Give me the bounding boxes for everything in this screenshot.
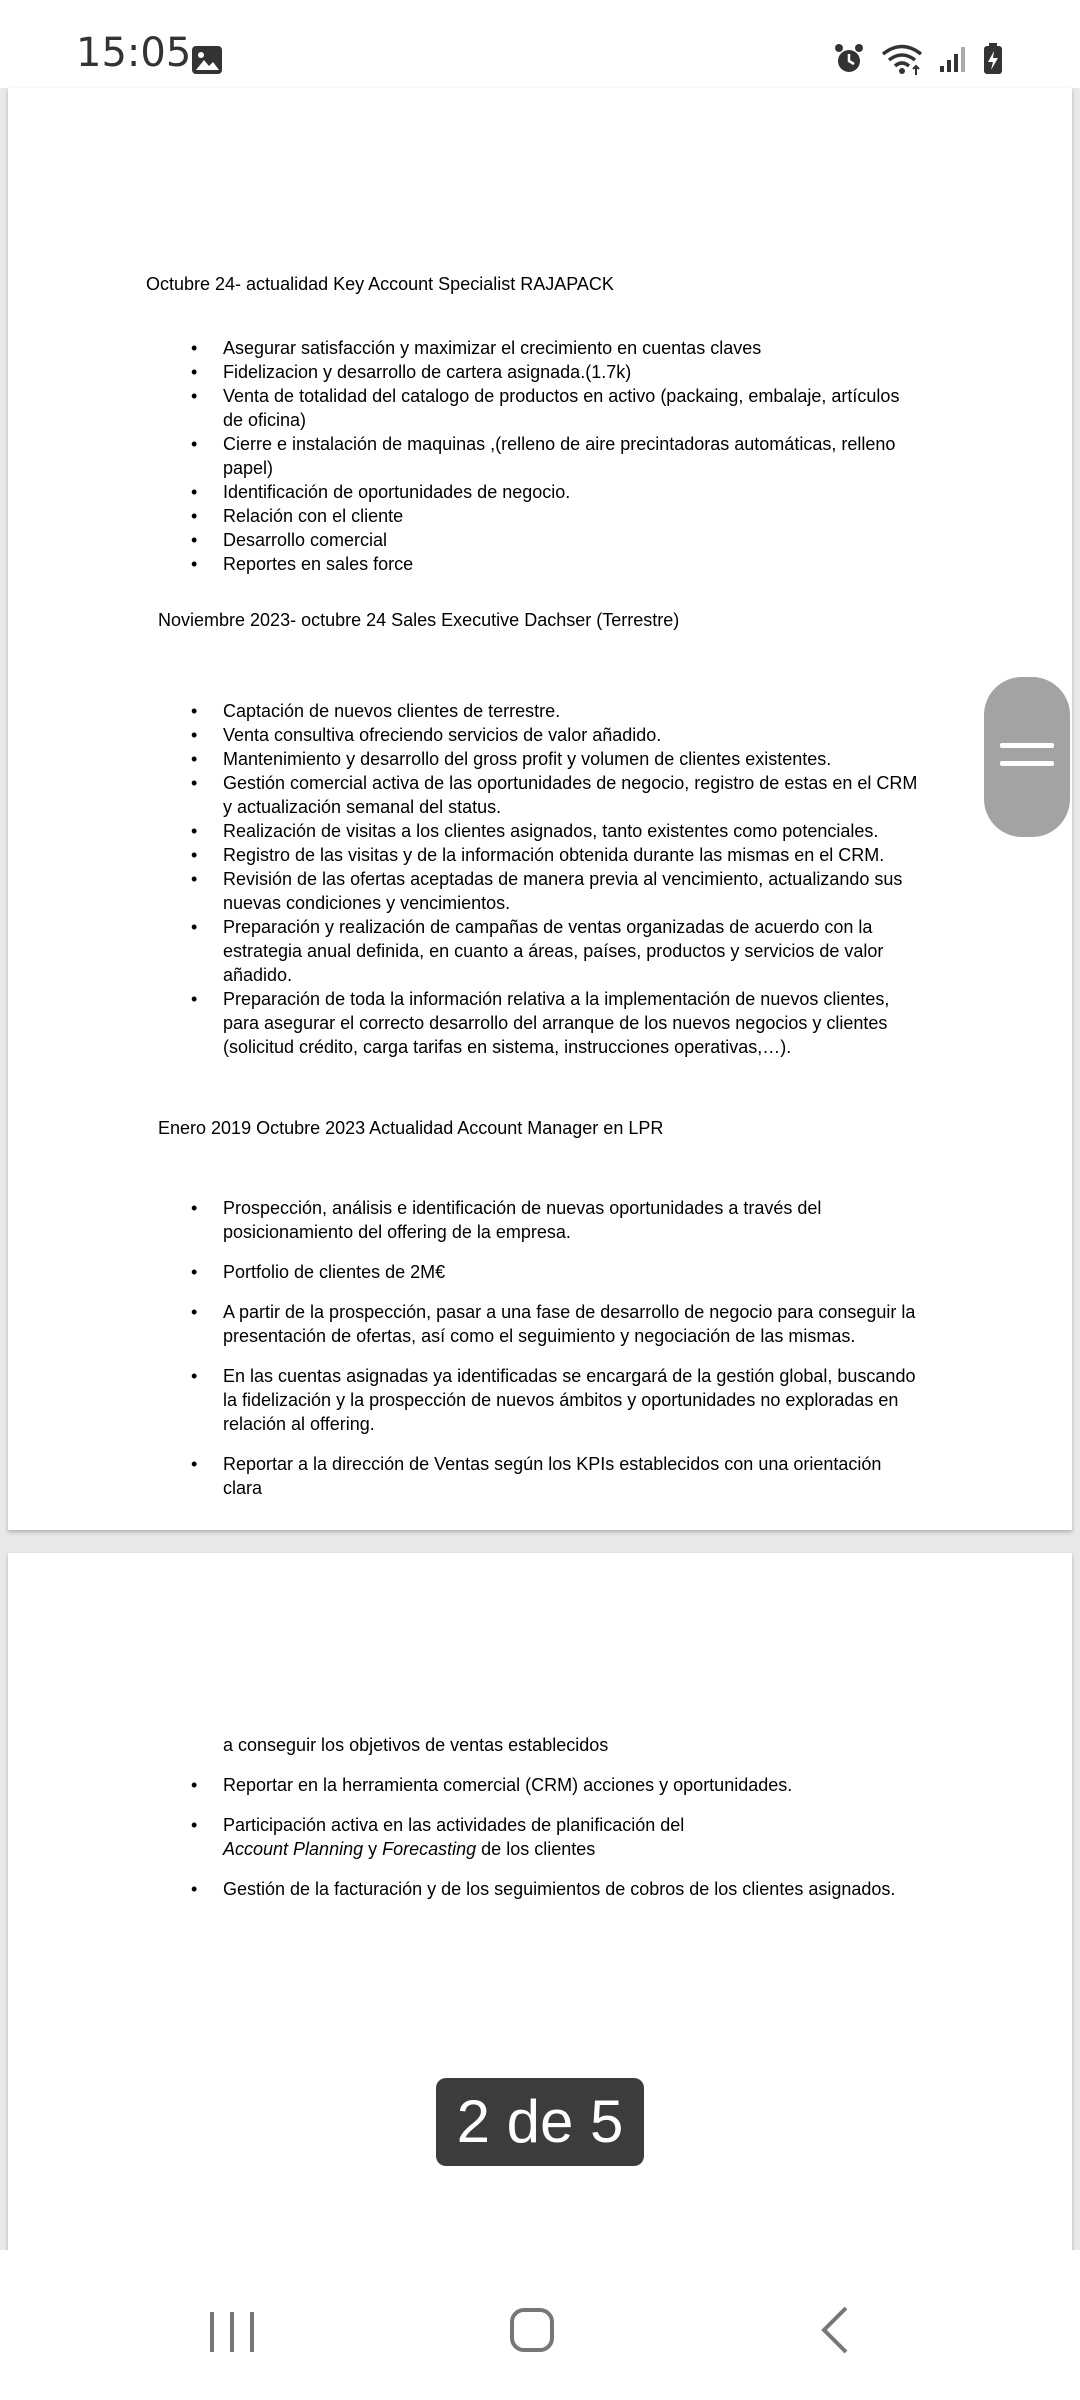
list-item: • Cierre e instalación de maquinas ,(relleno de aire precintadoras automáticas, relleno papel) <box>8 432 923 480</box>
list-item: • Captación de nuevos clientes de terrestre. <box>8 699 923 723</box>
list-item: • Preparación y realización de campañas de ventas organizadas de acuerdo con la estrategia anual definida, en cuanto a áreas, países, productos y servicios de valor añadido. <box>8 915 923 987</box>
job-heading-lpr: Enero 2019 Octubre 2023 Actualidad Account Manager en LPR <box>158 1118 664 1138</box>
list-item: • Revisión de las ofertas aceptadas de manera previa al vencimiento, actualizando sus nuevas condiciones y vencimientos. <box>8 867 923 915</box>
status-icons <box>832 42 1004 76</box>
bullet-text: Participación activa en las actividades de planificación del <box>223 1815 685 1835</box>
gallery-icon <box>190 44 224 76</box>
job-heading-rajapack: Octubre 24- actualidad Key Account Specialist RAJAPACK <box>146 274 614 294</box>
continuation-text: a conseguir los objetivos de ventas establecidos <box>223 1735 609 1755</box>
list-item: • Venta de totalidad del catalogo de productos en activo (packaing, embalaje, artículos de oficina) <box>8 384 923 432</box>
job-heading-dachser: Noviembre 2023- octubre 24 Sales Executive Dachser (Terrestre) <box>158 610 680 630</box>
recents-button[interactable] <box>192 2300 272 2360</box>
document-viewer[interactable] <box>0 88 1080 2250</box>
list-item: • En las cuentas asignadas ya identificadas se encargará de la gestión global, buscando la fidelización y la prospección de nuevos ámbitos y oportunidades no exploradas en relación al offering. <box>8 1364 923 1436</box>
list-item: • Identificación de oportunidades de negocio. <box>8 480 923 504</box>
list-item: • Fidelizacion y desarrollo de cartera asignada.(1.7k) <box>8 360 923 384</box>
job-bullets-rajapack <box>8 336 1072 576</box>
job-bullets-dachser <box>8 699 1072 1059</box>
list-item: • Mantenimiento y desarrollo del gross profit y volumen de clientes existentes. <box>8 747 923 771</box>
list-item: • Portfolio de clientes de 2M€ <box>8 1260 923 1284</box>
page-indicator: 2 de 5 <box>436 2078 644 2166</box>
list-item: • Relación con el cliente <box>8 504 923 528</box>
list-item: • Gestión comercial activa de las oportunidades de negocio, registro de estas en el CRM y actualización semanal del status. <box>8 771 923 819</box>
list-item: • Prospección, análisis e identificación de nuevas oportunidades a través del posicionamiento del offering de la empresa. <box>8 1196 923 1244</box>
list-item: • Gestión de la facturación y de los seguimientos de cobros de los clientes asignados. <box>8 1877 923 1901</box>
list-item <box>8 1813 923 1861</box>
list-item: • Registro de las visitas y de la información obtenida durante las mismas en el CRM. <box>8 843 923 867</box>
list-item: • Venta consultiva ofreciendo servicios de valor añadido. <box>8 723 923 747</box>
navigation-bar <box>0 2250 1080 2400</box>
back-button[interactable] <box>796 2300 876 2360</box>
list-item: • Reportes en sales force <box>8 552 923 576</box>
page2-bullets <box>8 1773 1072 1917</box>
home-button[interactable] <box>492 2300 572 2360</box>
list-item: • Asegurar satisfacción y maximizar el crecimiento en cuentas claves <box>8 336 923 360</box>
battery-charging-icon <box>982 42 1004 76</box>
bullet-emphasis: Forecasting <box>382 1839 477 1859</box>
list-item: • Desarrollo comercial <box>8 528 923 552</box>
fast-scroll-handle[interactable] <box>984 677 1070 837</box>
list-item: • Realización de visitas a los clientes asignados, tanto existentes como potenciales. <box>8 819 923 843</box>
bullet-emphasis: Account Planning <box>223 1839 364 1859</box>
alarm-icon <box>832 42 866 76</box>
document-page-1 <box>8 88 1072 1530</box>
job-bullets-lpr <box>8 1196 1072 1516</box>
list-item: • Preparación de toda la información relativa a la implementación de nuevos clientes, para asegurar el correcto desarrollo del arranque de los nuevos negocios y clientes (solicitud crédito, carga tarifas en sistema, instrucciones operativas,…). <box>8 987 923 1059</box>
list-item: • Reportar en la herramienta comercial (CRM) acciones y oportunidades. <box>8 1773 923 1797</box>
signal-icon <box>938 44 968 74</box>
bullet-text: de los clientes <box>476 1839 596 1859</box>
wifi-icon <box>880 42 924 76</box>
status-time: 15:05 <box>76 30 192 76</box>
bullet-text: y <box>363 1839 383 1859</box>
list-item: • Reportar a la dirección de Ventas según los KPIs establecidos con una orientación clara <box>8 1452 923 1500</box>
status-bar <box>0 0 1080 88</box>
list-item: • A partir de la prospección, pasar a una fase de desarrollo de negocio para conseguir la presentación de ofertas, así como el seguimiento y negociación de las mismas. <box>8 1300 923 1348</box>
